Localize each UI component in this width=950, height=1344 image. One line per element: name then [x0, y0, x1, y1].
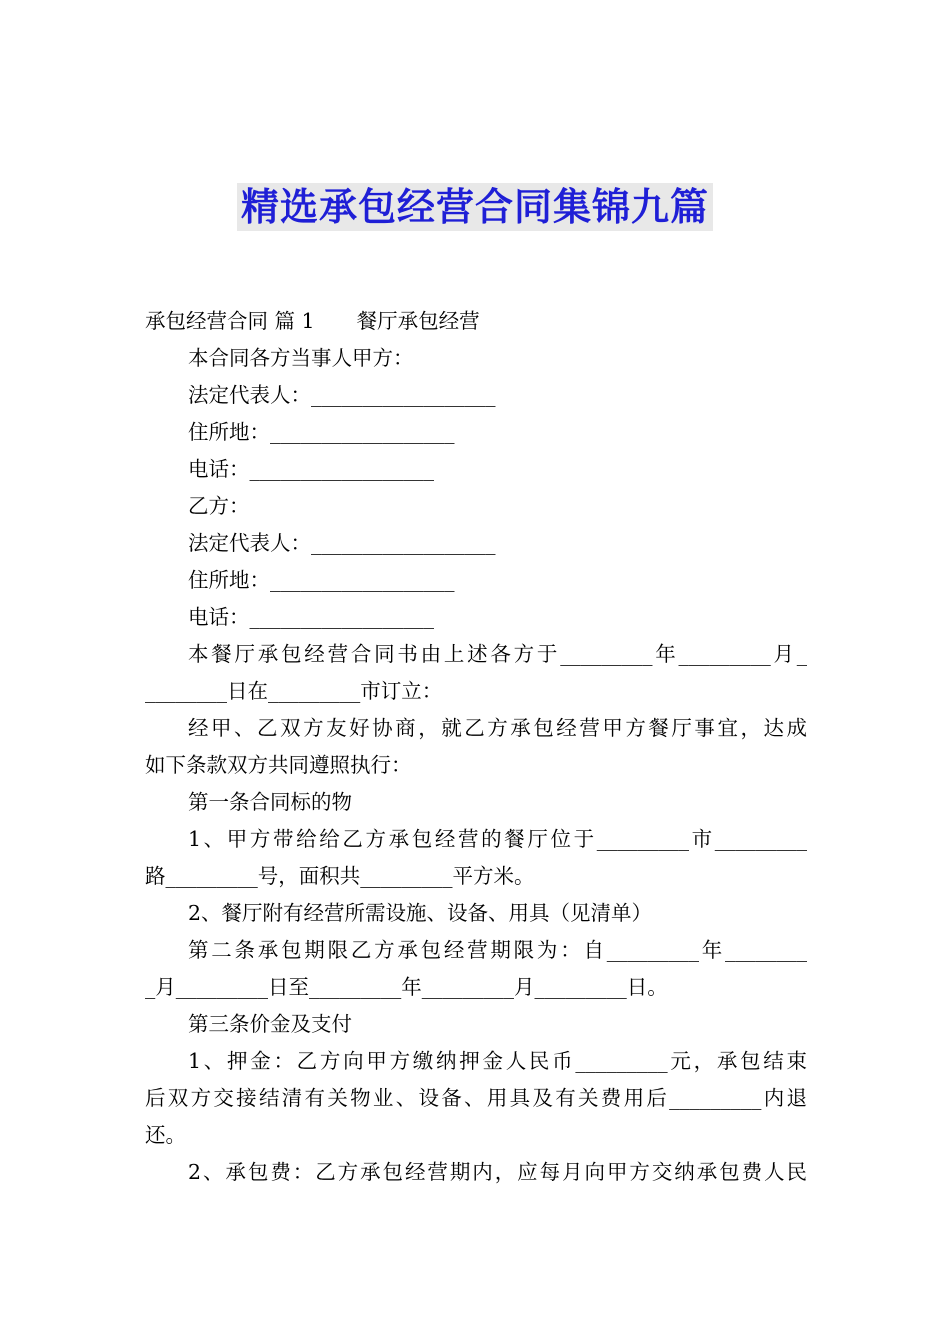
paragraph-line: 第一条合同标的物 — [188, 790, 352, 814]
section-heading — [145, 303, 807, 340]
paragraph-line: 2、承包费：乙方承包经营期内，应每月向甲方交纳承包费人民 — [188, 1160, 807, 1184]
paragraph-line: 第二条承包期限乙方承包经营期限为：自_________年________ — [188, 938, 807, 962]
paragraph-line: 本餐厅承包经营合同书由上述各方于_________年_________月_ — [188, 642, 807, 666]
paragraph-line: ________日在_________市订立： — [145, 679, 443, 703]
paragraph-line: _月_________日至_________年_________月_________日。 — [145, 975, 668, 999]
paragraph-line: 1、押金：乙方向甲方缴纳押金人民币_________元，承包结束 — [188, 1049, 807, 1073]
paragraph-line: 法定代表人：__________________ — [188, 531, 496, 555]
section-number: 承包经营合同 篇 1 — [145, 309, 315, 333]
paragraph-line: 经甲、乙双方友好协商，就乙方承包经营甲方餐厅事宜，达成 — [188, 716, 807, 740]
paragraph-line: 路_________号，面积共_________平方米。 — [145, 864, 535, 888]
document-title-wrap — [0, 176, 950, 231]
paragraph-line: 乙方： — [188, 494, 250, 518]
paragraph-line: 还。 — [145, 1123, 186, 1147]
document-body — [145, 303, 807, 1191]
paragraph-line: 电话：__________________ — [188, 605, 434, 629]
paragraph-line: 如下条款双方共同遵照执行： — [145, 753, 412, 777]
document-title: 精选承包经营合同集锦九篇 — [237, 183, 713, 231]
paragraph-line: 法定代表人：__________________ — [188, 383, 496, 407]
paragraph-line: 住所地：__________________ — [188, 420, 455, 444]
paragraph-line: 电话：__________________ — [188, 457, 434, 481]
paragraph-line: 住所地：__________________ — [188, 568, 455, 592]
paragraph-line: 第三条价金及支付 — [188, 1012, 352, 1036]
paragraph-line: 1、甲方带给给乙方承包经营的餐厅位于_________市_________ — [188, 827, 807, 851]
paragraph-line: 本合同各方当事人甲方： — [188, 346, 414, 370]
paragraph-line: 后双方交接结清有关物业、设备、用具及有关费用后_________内退 — [145, 1086, 807, 1110]
section-subtitle: 餐厅承包经营 — [356, 309, 480, 333]
paragraph-line: 2、餐厅附有经营所需设施、设备、用具（见清单） — [188, 901, 653, 925]
